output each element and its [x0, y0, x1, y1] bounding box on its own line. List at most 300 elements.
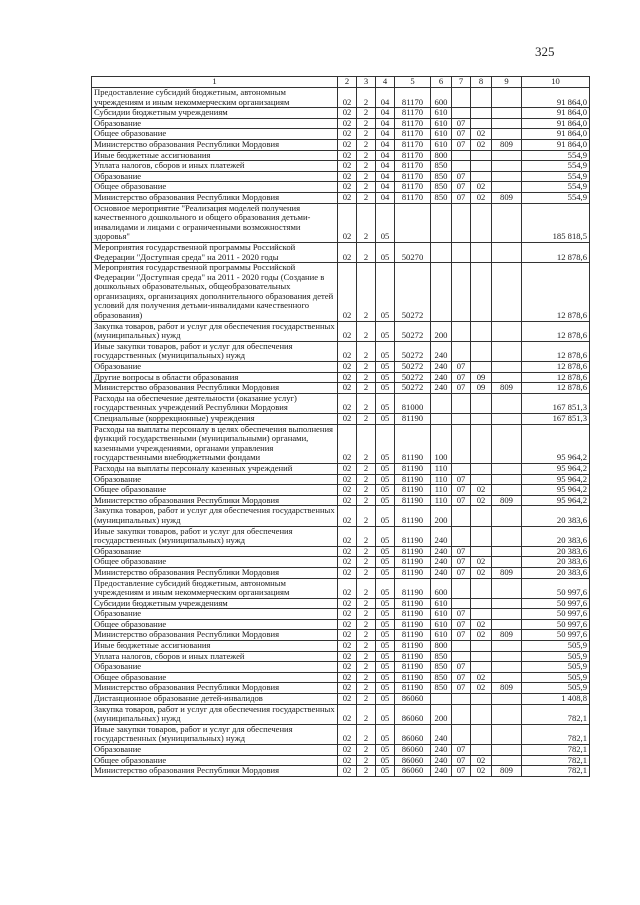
cell-code-subprogram: 2	[357, 362, 376, 373]
cell-code-expense-type: 610	[431, 630, 452, 641]
cell-code-subsection	[471, 321, 492, 341]
cell-code-direction: 81170	[395, 129, 431, 140]
cell-code-event: 04	[376, 192, 395, 203]
cell-code-expense-type: 240	[431, 341, 452, 361]
cell-code-direction: 81190	[395, 672, 431, 683]
cell-code-direction: 81190	[395, 567, 431, 578]
cell-code-ministry	[492, 362, 522, 373]
cell-code-section	[452, 424, 471, 463]
row-description: Субсидии бюджетным учреждениям	[92, 598, 338, 609]
cell-code-subprogram: 2	[357, 630, 376, 641]
cell-code-program: 02	[338, 263, 357, 322]
column-header: 4	[376, 77, 395, 88]
cell-code-event: 05	[376, 662, 395, 673]
row-description: Министерство образования Республики Мордовия	[92, 383, 338, 394]
cell-code-section	[452, 203, 471, 242]
cell-code-event: 05	[376, 683, 395, 694]
table-row	[92, 118, 590, 129]
cell-code-subprogram: 2	[357, 578, 376, 598]
cell-code-direction: 81190	[395, 683, 431, 694]
cell-code-expense-type: 610	[431, 129, 452, 140]
row-description: Министерство образования Республики Мордовия	[92, 192, 338, 203]
cell-amount: 1 408,8	[522, 694, 590, 705]
table-row	[92, 630, 590, 641]
cell-code-event: 05	[376, 506, 395, 526]
cell-code-event: 05	[376, 495, 395, 506]
cell-code-event: 05	[376, 414, 395, 425]
cell-code-event: 05	[376, 485, 395, 496]
cell-amount: 20 383,6	[522, 567, 590, 578]
table-body	[92, 88, 590, 777]
cell-code-subsection: 02	[471, 129, 492, 140]
cell-code-direction: 81170	[395, 161, 431, 172]
row-description: Мероприятия государственной программы Российской Федерации "Доступная среда" на 2011 - 2020 годы	[92, 242, 338, 262]
cell-code-subsection: 02	[471, 485, 492, 496]
cell-code-subsection	[471, 598, 492, 609]
cell-code-section	[452, 724, 471, 744]
cell-code-subprogram: 2	[357, 341, 376, 361]
cell-code-subprogram: 2	[357, 546, 376, 557]
row-description: Основное мероприятие "Реализация моделей получения качественного дошкольного и общего образования детьми-инвалидами и лицами с ограниченными возможностями здоровья"	[92, 203, 338, 242]
cell-code-subprogram: 2	[357, 129, 376, 140]
table-row	[92, 372, 590, 383]
cell-code-section: 07	[452, 192, 471, 203]
cell-amount: 95 964,2	[522, 485, 590, 496]
cell-amount: 20 383,6	[522, 546, 590, 557]
cell-code-ministry	[492, 474, 522, 485]
cell-code-section: 07	[452, 755, 471, 766]
cell-code-program: 02	[338, 139, 357, 150]
cell-code-direction: 81190	[395, 495, 431, 506]
cell-code-subsection: 09	[471, 383, 492, 394]
cell-code-ministry	[492, 393, 522, 413]
cell-code-direction: 86060	[395, 724, 431, 744]
cell-code-section	[452, 414, 471, 425]
cell-code-event: 05	[376, 383, 395, 394]
cell-code-event: 05	[376, 362, 395, 373]
cell-code-subprogram: 2	[357, 414, 376, 425]
table-row	[92, 171, 590, 182]
cell-code-subsection: 02	[471, 619, 492, 630]
cell-code-subsection	[471, 474, 492, 485]
cell-code-ministry	[492, 150, 522, 161]
cell-code-direction: 50272	[395, 263, 431, 322]
cell-amount: 12 878,6	[522, 362, 590, 373]
row-description: Министерство образования Республики Мордовия	[92, 683, 338, 694]
cell-code-expense-type: 240	[431, 526, 452, 546]
cell-code-section	[452, 463, 471, 474]
cell-code-ministry: 809	[492, 383, 522, 394]
row-description: Общее образование	[92, 619, 338, 630]
cell-code-program: 02	[338, 641, 357, 652]
cell-code-section: 07	[452, 383, 471, 394]
row-description: Образование	[92, 662, 338, 673]
cell-amount: 505,9	[522, 641, 590, 652]
cell-code-subprogram: 2	[357, 662, 376, 673]
table-row	[92, 263, 590, 322]
cell-code-event: 05	[376, 341, 395, 361]
cell-code-subsection	[471, 578, 492, 598]
cell-code-direction: 86060	[395, 745, 431, 756]
cell-code-ministry: 809	[492, 192, 522, 203]
cell-code-ministry	[492, 88, 522, 108]
cell-code-event: 05	[376, 263, 395, 322]
cell-code-section: 07	[452, 546, 471, 557]
cell-code-section: 07	[452, 683, 471, 694]
cell-amount: 50 997,6	[522, 630, 590, 641]
cell-code-direction: 81190	[395, 414, 431, 425]
cell-code-section: 07	[452, 118, 471, 129]
cell-code-direction: 81170	[395, 182, 431, 193]
table-row	[92, 755, 590, 766]
cell-code-section: 07	[452, 630, 471, 641]
cell-code-event: 05	[376, 372, 395, 383]
cell-code-subsection: 09	[471, 372, 492, 383]
cell-code-ministry	[492, 203, 522, 242]
cell-code-subsection	[471, 108, 492, 119]
cell-code-expense-type: 240	[431, 557, 452, 568]
cell-code-section	[452, 651, 471, 662]
cell-code-event: 05	[376, 755, 395, 766]
cell-code-subsection	[471, 662, 492, 673]
cell-code-direction: 81190	[395, 485, 431, 496]
cell-code-direction: 81190	[395, 474, 431, 485]
table-row	[92, 694, 590, 705]
cell-code-section: 07	[452, 557, 471, 568]
cell-code-direction: 81170	[395, 108, 431, 119]
cell-amount: 95 964,2	[522, 495, 590, 506]
cell-code-subsection	[471, 609, 492, 620]
cell-code-direction: 50272	[395, 383, 431, 394]
cell-code-expense-type: 850	[431, 672, 452, 683]
cell-code-event: 05	[376, 393, 395, 413]
cell-code-subprogram: 2	[357, 724, 376, 744]
cell-code-expense-type: 100	[431, 424, 452, 463]
cell-code-event: 05	[376, 321, 395, 341]
cell-code-expense-type: 240	[431, 745, 452, 756]
cell-code-subprogram: 2	[357, 619, 376, 630]
cell-code-expense-type: 850	[431, 182, 452, 193]
cell-code-section	[452, 598, 471, 609]
cell-code-expense-type	[431, 203, 452, 242]
row-description: Специальные (коррекционные) учреждения	[92, 414, 338, 425]
cell-amount: 50 997,6	[522, 619, 590, 630]
row-description: Иные бюджетные ассигнования	[92, 641, 338, 652]
table-row	[92, 383, 590, 394]
cell-code-program: 02	[338, 182, 357, 193]
cell-code-event: 05	[376, 546, 395, 557]
cell-amount: 782,1	[522, 704, 590, 724]
cell-code-subprogram: 2	[357, 557, 376, 568]
cell-code-subprogram: 2	[357, 150, 376, 161]
table-row	[92, 414, 590, 425]
cell-code-subprogram: 2	[357, 203, 376, 242]
table-row	[92, 609, 590, 620]
table-row	[92, 424, 590, 463]
cell-code-event: 04	[376, 139, 395, 150]
cell-code-subprogram: 2	[357, 641, 376, 652]
cell-code-ministry	[492, 372, 522, 383]
cell-code-section: 07	[452, 662, 471, 673]
table-row	[92, 139, 590, 150]
cell-code-program: 02	[338, 578, 357, 598]
cell-code-direction: 81190	[395, 463, 431, 474]
column-header: 10	[522, 77, 590, 88]
cell-code-subsection: 02	[471, 683, 492, 694]
table-row	[92, 683, 590, 694]
cell-code-ministry	[492, 242, 522, 262]
cell-code-section: 07	[452, 485, 471, 496]
column-header: 9	[492, 77, 522, 88]
cell-code-event: 05	[376, 609, 395, 620]
cell-code-ministry	[492, 619, 522, 630]
row-description: Расходы на выплаты персоналу казенных учреждений	[92, 463, 338, 474]
cell-code-subsection	[471, 414, 492, 425]
cell-code-program: 02	[338, 683, 357, 694]
row-description: Образование	[92, 745, 338, 756]
cell-amount: 505,9	[522, 683, 590, 694]
cell-code-event: 05	[376, 766, 395, 777]
table-row	[92, 619, 590, 630]
cell-code-subprogram: 2	[357, 766, 376, 777]
row-description: Мероприятия государственной программы Российской Федерации "Доступная среда" на 2011 - 2020 годы (Создание в дошкольных образовательных, общеобразовательных организациях, организациях дополнительного образования детей условий для получения детьми-инвалидами качественного образования)	[92, 263, 338, 322]
cell-code-expense-type: 850	[431, 192, 452, 203]
cell-amount: 12 878,6	[522, 263, 590, 322]
cell-code-section: 07	[452, 672, 471, 683]
cell-code-subprogram: 2	[357, 192, 376, 203]
cell-code-event: 05	[376, 598, 395, 609]
column-header: 5	[395, 77, 431, 88]
cell-code-direction: 81190	[395, 424, 431, 463]
cell-code-subprogram: 2	[357, 745, 376, 756]
cell-amount: 50 997,6	[522, 598, 590, 609]
cell-code-subsection	[471, 393, 492, 413]
table-row	[92, 672, 590, 683]
row-description: Закупка товаров, работ и услуг для обеспечения государственных (муниципальных) нужд	[92, 321, 338, 341]
cell-code-section	[452, 150, 471, 161]
cell-code-expense-type: 850	[431, 651, 452, 662]
cell-code-program: 02	[338, 161, 357, 172]
cell-code-program: 02	[338, 118, 357, 129]
table-row	[92, 242, 590, 262]
cell-code-ministry	[492, 118, 522, 129]
cell-code-program: 02	[338, 341, 357, 361]
cell-code-ministry: 809	[492, 683, 522, 694]
budget-table	[91, 76, 590, 777]
cell-code-program: 02	[338, 383, 357, 394]
cell-amount: 91 864,0	[522, 129, 590, 140]
cell-code-section	[452, 108, 471, 119]
column-header: 2	[338, 77, 357, 88]
cell-amount: 782,1	[522, 766, 590, 777]
cell-code-direction: 50270	[395, 242, 431, 262]
cell-code-expense-type: 240	[431, 567, 452, 578]
cell-code-subprogram: 2	[357, 424, 376, 463]
cell-code-subsection: 02	[471, 672, 492, 683]
cell-code-section	[452, 263, 471, 322]
cell-code-subprogram: 2	[357, 383, 376, 394]
cell-code-direction: 50272	[395, 372, 431, 383]
row-description: Расходы на обеспечение деятельности (оказание услуг) государственных учреждений Республики Мордовия	[92, 393, 338, 413]
page-number: 325	[535, 44, 555, 59]
row-description: Общее образование	[92, 485, 338, 496]
cell-code-subsection	[471, 704, 492, 724]
cell-code-subsection	[471, 463, 492, 474]
cell-code-subprogram: 2	[357, 139, 376, 150]
row-description: Общее образование	[92, 182, 338, 193]
cell-code-program: 02	[338, 393, 357, 413]
cell-code-section: 07	[452, 372, 471, 383]
cell-code-expense-type	[431, 242, 452, 262]
cell-amount: 50 997,6	[522, 578, 590, 598]
cell-code-ministry	[492, 694, 522, 705]
cell-amount: 505,9	[522, 662, 590, 673]
cell-code-direction: 81190	[395, 506, 431, 526]
cell-code-subprogram: 2	[357, 694, 376, 705]
cell-code-program: 02	[338, 88, 357, 108]
cell-code-program: 02	[338, 672, 357, 683]
cell-code-direction: 81190	[395, 546, 431, 557]
cell-code-subprogram: 2	[357, 171, 376, 182]
cell-amount: 554,9	[522, 171, 590, 182]
column-header: 8	[471, 77, 492, 88]
cell-code-ministry	[492, 424, 522, 463]
cell-code-direction: 81170	[395, 139, 431, 150]
cell-amount: 91 864,0	[522, 139, 590, 150]
cell-code-subsection	[471, 171, 492, 182]
cell-code-subprogram: 2	[357, 263, 376, 322]
row-description: Министерство образования Республики Мордовия	[92, 495, 338, 506]
table-row	[92, 641, 590, 652]
cell-code-ministry	[492, 672, 522, 683]
cell-amount: 185 818,5	[522, 203, 590, 242]
cell-amount: 50 997,6	[522, 609, 590, 620]
cell-code-subprogram: 2	[357, 609, 376, 620]
cell-code-subprogram: 2	[357, 108, 376, 119]
cell-code-subprogram: 2	[357, 506, 376, 526]
cell-code-ministry	[492, 485, 522, 496]
cell-code-section	[452, 506, 471, 526]
cell-code-subsection	[471, 546, 492, 557]
cell-code-subsection	[471, 161, 492, 172]
row-description: Иные закупки товаров, работ и услуг для обеспечения государственных (муниципальных) нужд	[92, 341, 338, 361]
cell-code-subprogram: 2	[357, 372, 376, 383]
row-description: Иные закупки товаров, работ и услуг для обеспечения государственных (муниципальных) нужд	[92, 526, 338, 546]
cell-code-event: 05	[376, 463, 395, 474]
cell-code-subsection	[471, 724, 492, 744]
cell-code-subsection	[471, 526, 492, 546]
cell-code-direction: 81170	[395, 150, 431, 161]
cell-code-program: 02	[338, 150, 357, 161]
cell-code-subsection	[471, 203, 492, 242]
cell-code-expense-type: 200	[431, 506, 452, 526]
cell-code-subsection: 02	[471, 630, 492, 641]
cell-code-ministry	[492, 546, 522, 557]
cell-code-program: 02	[338, 192, 357, 203]
cell-code-subprogram: 2	[357, 161, 376, 172]
cell-amount: 554,9	[522, 150, 590, 161]
table-row	[92, 598, 590, 609]
cell-code-section	[452, 321, 471, 341]
cell-code-event: 05	[376, 651, 395, 662]
cell-code-event: 05	[376, 619, 395, 630]
table-row	[92, 724, 590, 744]
cell-code-ministry	[492, 414, 522, 425]
cell-code-program: 02	[338, 704, 357, 724]
cell-code-section	[452, 641, 471, 652]
cell-code-program: 02	[338, 362, 357, 373]
cell-code-event: 05	[376, 578, 395, 598]
cell-code-subsection	[471, 506, 492, 526]
cell-code-event: 05	[376, 424, 395, 463]
cell-code-ministry	[492, 161, 522, 172]
cell-code-expense-type: 240	[431, 755, 452, 766]
cell-code-direction: 81190	[395, 662, 431, 673]
cell-code-ministry	[492, 526, 522, 546]
cell-code-program: 02	[338, 495, 357, 506]
cell-code-direction: 81190	[395, 619, 431, 630]
row-description: Дистанционное образование детей-инвалидов	[92, 694, 338, 705]
cell-code-expense-type: 610	[431, 139, 452, 150]
cell-code-expense-type: 110	[431, 463, 452, 474]
table-header	[92, 77, 590, 88]
cell-code-section: 07	[452, 139, 471, 150]
row-description: Расходы на выплаты персоналу в целях обеспечения выполнения функций государственными (муниципальными) органами, казенными учреждениями, органами управления государственными внебюджетными фондами	[92, 424, 338, 463]
cell-code-ministry	[492, 755, 522, 766]
cell-code-expense-type: 200	[431, 321, 452, 341]
cell-code-subprogram: 2	[357, 755, 376, 766]
cell-code-ministry	[492, 506, 522, 526]
cell-code-program: 02	[338, 630, 357, 641]
row-description: Субсидии бюджетным учреждениям	[92, 108, 338, 119]
cell-code-subsection: 02	[471, 567, 492, 578]
cell-code-ministry: 809	[492, 766, 522, 777]
cell-code-program: 02	[338, 129, 357, 140]
cell-amount: 554,9	[522, 182, 590, 193]
cell-code-program: 02	[338, 474, 357, 485]
table-row	[92, 546, 590, 557]
cell-code-section	[452, 161, 471, 172]
cell-code-expense-type: 610	[431, 619, 452, 630]
cell-code-subprogram: 2	[357, 463, 376, 474]
cell-code-event: 04	[376, 161, 395, 172]
table-row	[92, 182, 590, 193]
table-row	[92, 161, 590, 172]
cell-code-program: 02	[338, 372, 357, 383]
cell-code-subsection: 02	[471, 192, 492, 203]
cell-code-direction: 86060	[395, 704, 431, 724]
cell-code-section	[452, 526, 471, 546]
cell-code-program: 02	[338, 755, 357, 766]
cell-code-subprogram: 2	[357, 321, 376, 341]
cell-amount: 782,1	[522, 745, 590, 756]
row-description: Уплата налогов, сборов и иных платежей	[92, 161, 338, 172]
cell-code-ministry: 809	[492, 630, 522, 641]
row-description: Образование	[92, 546, 338, 557]
cell-code-expense-type: 110	[431, 495, 452, 506]
cell-code-expense-type: 240	[431, 372, 452, 383]
cell-code-program: 02	[338, 203, 357, 242]
cell-code-subprogram: 2	[357, 393, 376, 413]
cell-code-event: 05	[376, 724, 395, 744]
row-description: Общее образование	[92, 129, 338, 140]
cell-code-ministry	[492, 321, 522, 341]
table-row	[92, 526, 590, 546]
cell-amount: 505,9	[522, 651, 590, 662]
cell-code-event: 05	[376, 745, 395, 756]
cell-code-program: 02	[338, 609, 357, 620]
cell-code-section: 07	[452, 766, 471, 777]
